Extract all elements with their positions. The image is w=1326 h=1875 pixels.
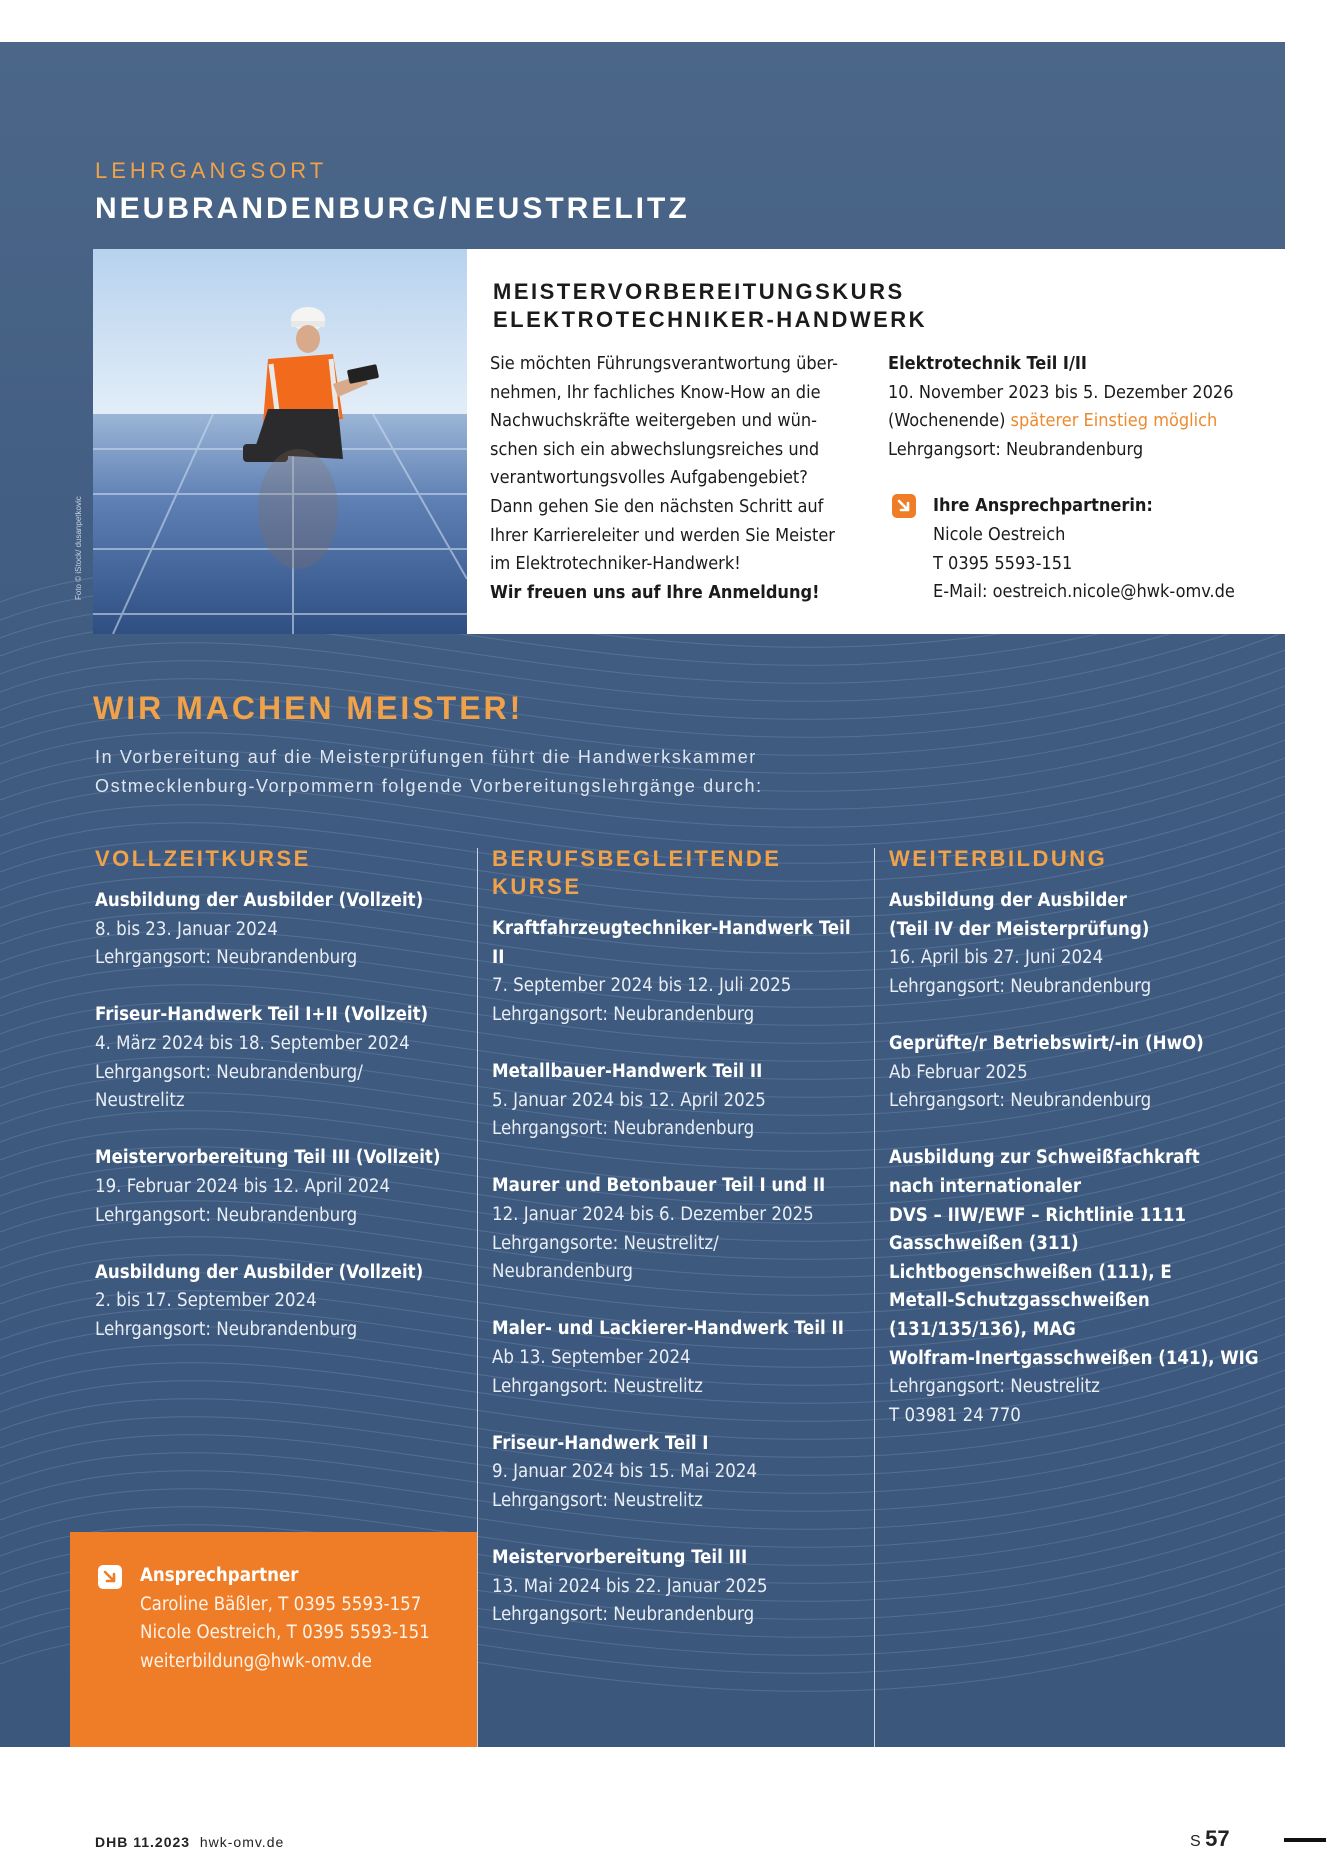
solar-technician-illustration [93,249,467,634]
course-title: Maurer und Betonbauer Teil I und II [492,1175,826,1197]
course-entry [492,1430,867,1516]
contact-box [70,1532,477,1747]
course-line: Lehrgangsort: Neubrandenburg [889,1090,1152,1112]
course-line: Lehrgangsorte: Neustrelitz/ [492,1232,719,1254]
course-title: Kraftfahrzeugtechniker-Handwerk Teil II [492,918,851,968]
footer-site[interactable]: hwk-omv.de [199,1834,285,1850]
column-heading: BERUFSBEGLEITENDE KURSE [492,846,782,899]
course-line: 7. September 2024 bis 12. Juli 2025 [492,975,792,997]
course-title: Lichtbogenschweißen (111), E [889,1261,1172,1283]
contact-box-line: Caroline Bäßler, T 0395 5593-157 [140,1593,422,1615]
intro-line: Ihrer Karriereleiter und werden Sie Meister [490,524,835,546]
course-line: 19. Februar 2024 bis 12. April 2024 [95,1175,391,1197]
arrow-down-right-icon [98,1565,122,1589]
course-line: Lehrgangsort: Neustrelitz [492,1375,703,1397]
intro-closing: Wir freuen uns auf Ihre Anmeldung! [490,581,820,603]
course-line: Lehrgangsort: Neubrandenburg [492,1003,755,1025]
course-line: Lehrgangsort: Neubrandenburg [889,975,1152,997]
arrow-down-right-icon [892,494,916,518]
main-heading: WIR MACHEN MEISTER! [93,690,524,726]
course-title: Geprüfte/r Betriebswirt/-in (HwO) [889,1032,1204,1054]
course-title: Ausbildung der Ausbilder (Vollzeit) [95,1261,424,1283]
footer-page-number: 57 [1205,1826,1230,1851]
footer-issue-label: DHB 11.2023 [95,1834,191,1850]
course-entry [889,1144,1269,1430]
course-title: Gasschweißen (311) [889,1233,1079,1255]
main-lead-line1: In Vorbereitung auf die Meisterprüfungen führt die Handwerkskammer [95,747,757,767]
course-line: T 03981 24 770 [889,1404,1021,1426]
course-line: 16. April bis 27. Juni 2024 [889,947,1104,969]
course-line: 4. März 2024 bis 18. September 2024 [95,1032,410,1054]
course-title: Meistervorbereitung Teil III [492,1547,748,1569]
footer-page-prefix: S [1190,1833,1201,1850]
column-heading: VOLLZEITKURSE [95,846,311,871]
footer-page [1190,1826,1230,1852]
intro-line: Sie möchten Führungsverantwortung über- [490,353,838,374]
contact-box-text [140,1562,430,1676]
course-line: Lehrgangsort: Neubrandenburg [95,1318,358,1340]
featured-contact-name: Nicole Oestreich [933,523,1066,545]
course-title: Friseur-Handwerk Teil I [492,1432,709,1454]
featured-course-location: Lehrgangsort: Neubrandenburg [888,438,1144,460]
course-line: 9. Januar 2024 bis 15. Mai 2024 [492,1461,758,1483]
course-line: 8. bis 23. Januar 2024 [95,918,278,940]
contact-box-email[interactable]: weiterbildung@hwk-omv.de [140,1650,372,1672]
course-photo [93,249,467,634]
featured-course-intro [490,350,870,607]
late-entry-note: späterer Einstieg möglich [1010,410,1218,432]
course-title: DVS – IIW/EWF – Richtlinie 1111 [889,1204,1186,1226]
footer-bar [1284,1838,1326,1842]
featured-course-title-line2: ELEKTROTECHNIKER-HANDWERK [493,307,928,332]
course-title: Metallbauer-Handwerk Teil II [492,1060,763,1082]
course-line: Lehrgangsort: Neustrelitz [889,1376,1100,1398]
course-line: Neustrelitz [95,1090,185,1112]
course-list [889,887,1269,1430]
main-lead-line2: Ostmecklenburg-Vorpommern folgende Vorbereitungslehrgänge durch: [95,776,763,796]
contact-box-line: Nicole Oestreich, T 0395 5593-151 [140,1622,430,1644]
course-entry [492,915,867,1029]
main-lead [95,743,763,801]
intro-line: schen sich ein abwechslungsreiches und [490,438,820,460]
column-further-education [889,845,1269,1459]
intro-line: verantwortungsvolles Aufgabengebiet? [490,467,808,489]
course-title: Ausbildung der Ausbilder (Vollzeit) [95,890,424,911]
photo-credit: Foto © iStock/ dusanpetkovic [74,496,83,600]
course-title: Friseur-Handwerk Teil I+II (Vollzeit) [95,1004,429,1026]
course-entry [889,887,1269,1001]
intro-line: nehmen, Ihr fachliches Know-How an die [490,381,821,403]
course-line: 2. bis 17. September 2024 [95,1290,317,1312]
featured-course-title-line1: MEISTERVORBEREITUNGSKURS [493,279,905,304]
course-line: Ab Februar 2025 [889,1061,1028,1083]
course-title: Maler- und Lackierer-Handwerk Teil II [492,1318,844,1340]
course-entry [492,1058,867,1144]
course-line: 5. Januar 2024 bis 12. April 2025 [492,1089,766,1111]
section-label: LEHRGANGSORT [95,158,328,183]
course-line: Ab 13. September 2024 [492,1346,691,1368]
course-entry [889,1030,1269,1116]
course-title: (131/135/136), MAG [889,1318,1076,1340]
column-divider [477,848,478,1747]
course-title: nach internationaler [889,1175,1082,1197]
intro-line: im Elektrotechniker-Handwerk! [490,553,741,575]
footer-issue [95,1834,284,1850]
featured-course-title [493,278,927,334]
course-line: Lehrgangsort: Neubrandenburg/ [95,1061,363,1083]
column-heading: WEITERBILDUNG [889,846,1108,871]
intro-line: Nachwuchskräfte weitergeben und wün- [490,410,817,432]
column-part-time [492,845,867,1658]
featured-course-mode: (Wochenende) späterer Einstieg möglich [888,410,1218,432]
course-line: 12. Januar 2024 bis 6. Dezember 2025 [492,1203,814,1225]
featured-course-details [888,350,1278,607]
course-title: Meistervorbereitung Teil III (Vollzeit) [95,1147,441,1169]
course-entry [492,1544,867,1630]
course-entry [492,1172,867,1286]
featured-contact-phone: T 0395 5593-151 [933,552,1073,574]
course-line: Lehrgangsort: Neubrandenburg [95,947,358,969]
course-title: Wolfram-Inertgasschweißen (141), WIG [889,1347,1259,1369]
course-entry [95,1144,465,1230]
featured-contact [888,492,1278,606]
course-list [492,915,867,1630]
featured-course-name: Elektrotechnik Teil I/II [888,353,1087,374]
course-list [95,887,465,1345]
intro-line: Dann gehen Sie den nächsten Schritt auf [490,495,824,517]
featured-contact-title: Ihre Ansprechpartnerin: [933,495,1153,517]
course-line: Lehrgangsort: Neubrandenburg [95,1204,358,1226]
course-line: Lehrgangsort: Neustrelitz [492,1489,703,1511]
column-fulltime [95,845,465,1373]
section-title: NEUBRANDENBURG/NEUSTRELITZ [95,192,690,225]
course-title: Metall-Schutzgasschweißen [889,1290,1150,1312]
contact-box-title: Ansprechpartner [140,1565,299,1586]
course-entry [95,887,465,973]
course-line: Lehrgangsort: Neubrandenburg [492,1604,755,1626]
featured-contact-email[interactable]: E-Mail: oestreich.nicole@hwk-omv.de [933,581,1235,603]
course-title: Ausbildung zur Schweißfachkraft [889,1147,1200,1169]
course-title: (Teil IV der Meisterprüfung) [889,918,1150,940]
featured-course-dates: 10. November 2023 bis 5. Dezember 2026 [888,381,1234,403]
course-entry [95,1259,465,1345]
column-divider [874,848,875,1747]
course-line: Neubrandenburg [492,1261,633,1283]
course-line: 13. Mai 2024 bis 22. Januar 2025 [492,1575,768,1597]
course-entry [492,1315,867,1401]
course-title: Ausbildung der Ausbilder [889,890,1127,911]
course-line: Lehrgangsort: Neubrandenburg [492,1118,755,1140]
course-entry [95,1001,465,1115]
